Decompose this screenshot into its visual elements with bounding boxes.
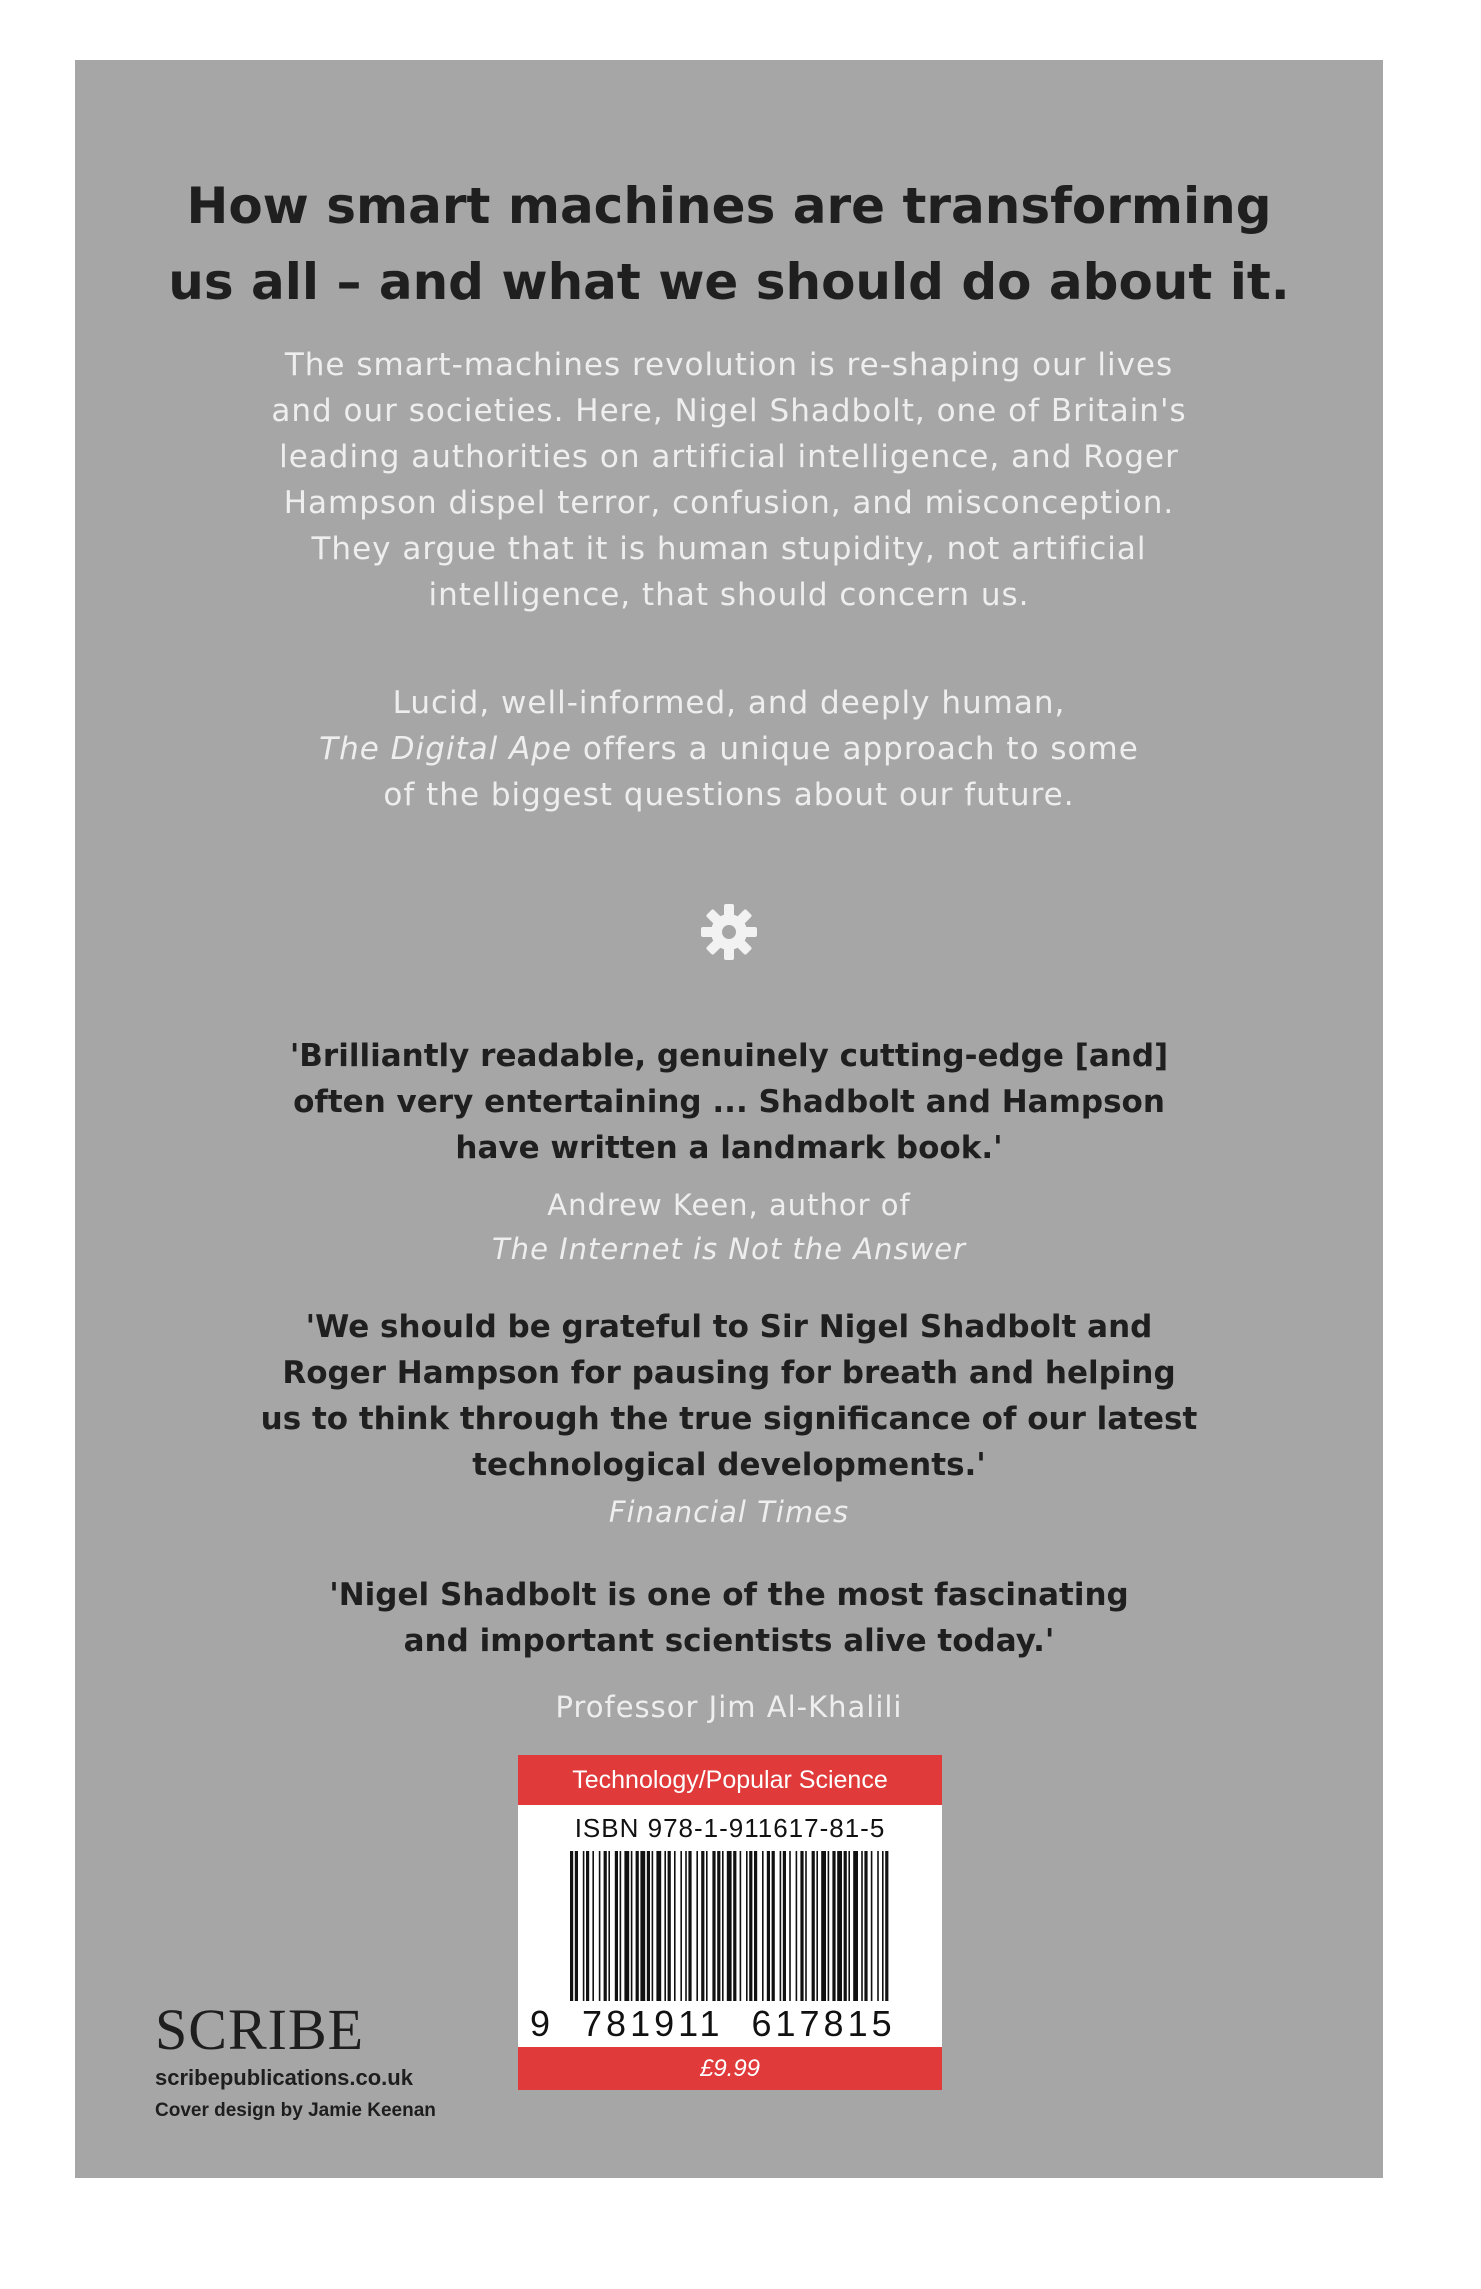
- quote-line: technological developments.': [472, 1447, 986, 1483]
- barcode-bar: [685, 1851, 687, 2001]
- barcode-bar: [885, 1851, 888, 2001]
- barcode-bar: [796, 1851, 798, 2001]
- barcode-bar: [640, 1851, 645, 2001]
- barcode-bar: [772, 1851, 775, 2001]
- isbn-text: ISBN 978-1-911617-81-5: [574, 1813, 886, 1843]
- barcode-bar: [828, 1851, 830, 2001]
- barcode-bar: [746, 1851, 748, 2001]
- barcode-bar: [575, 1851, 578, 2001]
- barcode-bar: [762, 1851, 764, 2001]
- barcode-bar: [780, 1851, 782, 2001]
- quote-attribution: [225, 1183, 1233, 1271]
- barcode-bar: [712, 1851, 715, 2001]
- barcode-bar: [864, 1851, 867, 2001]
- barcode-bar: [853, 1851, 858, 2001]
- quote-line: and important scientists alive today.': [403, 1623, 1055, 1659]
- barcode-bar: [727, 1851, 732, 2001]
- blurb-line: leading authorities on artificial intelligence, and Roger: [279, 439, 1179, 475]
- barcode-bar: [664, 1851, 666, 2001]
- blurb-paragraph: [205, 680, 1253, 818]
- barcode-bar: [789, 1851, 791, 2001]
- barcode-label: [518, 1755, 942, 2090]
- barcode-bar: [620, 1851, 622, 2001]
- quote-line: have written a landmark book.': [455, 1130, 1003, 1166]
- quote-line: 'Nigel Shadbolt is one of the most fascinating: [329, 1577, 1129, 1613]
- barcode-bar: [624, 1851, 629, 2001]
- blurb-line: They argue that it is human stupidity, not artificial: [311, 531, 1147, 567]
- blurb-line: Hampson dispel terror, confusion, and misconception.: [283, 485, 1175, 521]
- barcode-bar: [861, 1851, 863, 2001]
- publisher-logo: SCRIBE: [155, 1997, 365, 2062]
- barcode-bar: [608, 1851, 610, 2001]
- blurb-line: intelligence, that should concern us.: [428, 577, 1030, 613]
- review-quote: [225, 1304, 1233, 1488]
- barcode-bar: [636, 1851, 639, 2001]
- barcode-bar: [754, 1851, 757, 2001]
- review-quote: [225, 1572, 1233, 1664]
- barcode-bar: [816, 1851, 818, 2001]
- barcode-bar: [722, 1851, 724, 2001]
- barcode-bar: [832, 1851, 835, 2001]
- category-band: Technology/Popular Science: [518, 1755, 942, 1805]
- barcode-bar: [706, 1851, 708, 2001]
- blurb-line: [205, 726, 1253, 772]
- barcode-bar: [740, 1851, 742, 2001]
- barcode-bar: [604, 1851, 607, 2001]
- barcode-bar: [583, 1851, 585, 2001]
- book-title: The Digital Ape: [319, 731, 573, 767]
- blurb-paragraph: [205, 342, 1253, 618]
- blurb-line: The smart-machines revolution is re-shaping our lives: [284, 347, 1174, 383]
- barcode-bar: [877, 1851, 879, 2001]
- review-quote: [225, 1033, 1233, 1171]
- headline-line: How smart machines are transforming: [186, 177, 1272, 235]
- barcode-bar: [680, 1851, 682, 2001]
- quote-line: us to think through the true significance of our latest: [260, 1401, 1198, 1437]
- barcode-bar: [696, 1851, 698, 2001]
- barcode-bar: [805, 1851, 807, 2001]
- barcode-bar: [656, 1851, 661, 2001]
- barcode-bar: [800, 1851, 803, 2001]
- barcode-bars: [570, 1851, 890, 2001]
- headline: [75, 168, 1383, 320]
- barcode-bar: [615, 1851, 618, 2001]
- barcode-bar: [688, 1851, 691, 2001]
- price-band: £9.99: [518, 2047, 942, 2090]
- barcode-bar: [592, 1851, 594, 2001]
- barcode-bar: [586, 1851, 589, 2001]
- barcode-bar: [701, 1851, 704, 2001]
- barcode-bar: [882, 1851, 884, 2001]
- cover-credit: Cover design by Jamie Keenan: [155, 2100, 436, 2121]
- quote-line: 'Brilliantly readable, genuinely cutting-edge [and]: [289, 1038, 1169, 1074]
- barcode-bar: [631, 1851, 633, 2001]
- barcode-bar: [767, 1851, 770, 2001]
- attribution-book-title: The Internet is Not the Answer: [491, 1232, 967, 1266]
- quote-attribution: [225, 1685, 1233, 1729]
- barcode-bar: [674, 1851, 676, 2001]
- back-cover: [75, 60, 1383, 2178]
- barcode-bar: [733, 1851, 736, 2001]
- barcode-bar: [844, 1851, 847, 2001]
- attribution-line: Financial Times: [608, 1495, 850, 1529]
- publisher-block: [155, 1997, 436, 2128]
- blurb-line: of the biggest questions about our future.: [383, 777, 1075, 813]
- quote-attribution: [225, 1490, 1233, 1534]
- barcode-bar: [668, 1851, 671, 2001]
- barcode-bar: [647, 1851, 650, 2001]
- attribution-line: Andrew Keen, author of: [547, 1188, 911, 1222]
- barcode-bar: [848, 1851, 850, 2001]
- barcode-bar: [821, 1851, 826, 2001]
- quote-line: 'We should be grateful to Sir Nigel Shadbolt and: [305, 1309, 1153, 1345]
- barcode-bar: [783, 1851, 786, 2001]
- blurb-line: and our societies. Here, Nigel Shadbolt, one of Britain's: [271, 393, 1187, 429]
- barcode-bar: [871, 1851, 873, 2001]
- blurb-line: Lucid, well-informed, and deeply human,: [392, 685, 1066, 721]
- blurb-text: offers a unique approach to some: [572, 731, 1139, 767]
- quote-line: often very entertaining ... Shadbolt and Hampson: [293, 1084, 1165, 1120]
- publisher-website: scribepublications.co.uk: [155, 2065, 413, 2090]
- barcode-bar: [570, 1851, 573, 2001]
- barcode-bar: [599, 1851, 601, 2001]
- barcode-bar: [837, 1851, 842, 2001]
- attribution-line: Professor Jim Al-Khalili: [555, 1690, 903, 1724]
- gear-icon: [697, 900, 761, 964]
- barcode-bar: [652, 1851, 654, 2001]
- barcode-bar: [717, 1851, 720, 2001]
- barcode-bar: [812, 1851, 815, 2001]
- quote-line: Roger Hampson for pausing for breath and helping: [282, 1355, 1176, 1391]
- barcode-bar: [749, 1851, 752, 2001]
- barcode-digits: 9 781911 617815: [530, 2003, 896, 2044]
- headline-line: us all – and what we should do about it.: [168, 253, 1290, 311]
